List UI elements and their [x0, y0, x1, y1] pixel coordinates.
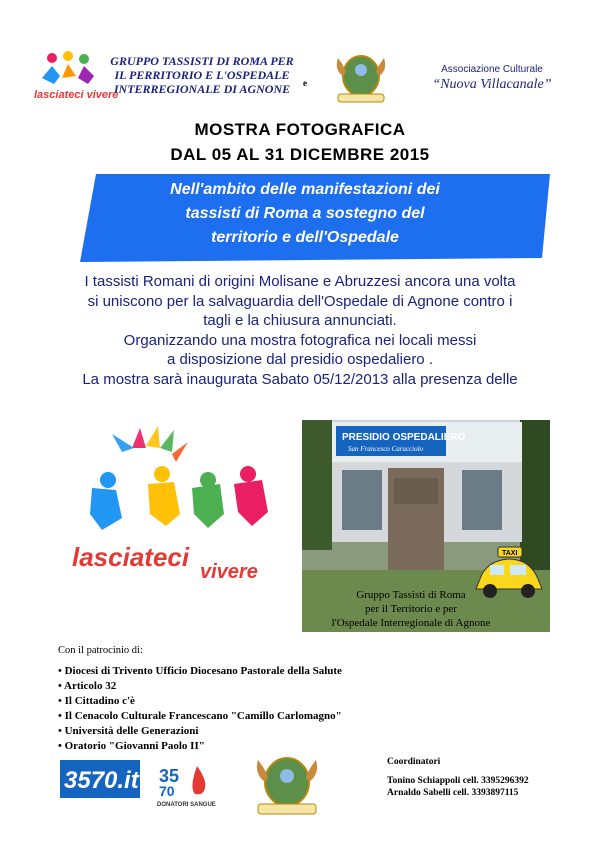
photo-sign-subtitle: San Francesco Caracciolo [348, 445, 424, 453]
body-line: tagli e la chiusura annunciati. [203, 312, 397, 329]
coordinator-line: Tonino Schiappoli cell. 3395296392 [387, 775, 529, 786]
banner-text [110, 178, 500, 250]
logo2-caption: DONATORI SANGUE [157, 802, 216, 808]
patronage-item: • Diocesi di Trivento Ufficio Diocesano Pastorale della Salute [58, 664, 342, 679]
patronage-title: Con il patrocinio di: [58, 645, 143, 656]
association-crest-footer-icon [248, 752, 326, 816]
body-paragraph [30, 272, 570, 389]
patronage-item: • Il Cittadino c'è [58, 694, 342, 709]
association-label: Associazione Culturale [441, 64, 543, 75]
exhibition-title: MOSTRA FOTOGRAFICA [194, 120, 406, 139]
patronage-item: • Oratorio "Giovanni Paolo II" [58, 739, 342, 754]
photo-caption [320, 588, 502, 630]
photo-sign-title: PRESIDIO OSPEDALIERO [342, 432, 466, 443]
coordinators [387, 756, 529, 800]
big-logo-word2: vivere [200, 561, 258, 583]
body-line: si uniscono per la salvaguardia dell'Ospedale di Agnone contro i [87, 292, 513, 310]
lasciateci-vivere-small-logo-icon [32, 48, 119, 104]
svg-text:70: 70 [159, 783, 175, 799]
body-line: I tassisti Romani di origini Molisane e Abruzzesi ancora una volta [84, 273, 516, 290]
caption-line: per il Territorio e per [365, 603, 457, 615]
3570-logo-icon [60, 760, 140, 798]
logo1-text: 3570.it [64, 767, 139, 794]
banner-line: tassisti di Roma a sostegno del [185, 205, 425, 222]
taxi-label: TAXI [502, 550, 518, 557]
org-line: INTERREGIONALE DI AGNONE [113, 82, 291, 96]
patronage-item: • Università delle Generazioni [58, 724, 342, 739]
patronage-item: • Articolo 32 [58, 679, 342, 694]
organization-title [108, 54, 296, 96]
association-name: “Nuova Villacanale” [432, 77, 552, 92]
body-line: a disposizione dal presidio ospedaliero . [166, 351, 433, 368]
svg-text:35: 35 [159, 766, 180, 786]
banner-line: Nell'ambito delle manifestazioni dei [170, 181, 440, 198]
banner-line: territorio e dell'Ospedale [211, 229, 399, 246]
big-logo-word1: lasciateci [72, 542, 190, 572]
patronage-item: • Il Cenacolo Culturale Francescano "Camillo Carlomagno" [58, 709, 342, 724]
association-block [412, 64, 572, 93]
body-line: La mostra sarà inaugurata Sabato 05/12/2013 alla presenza delle [82, 370, 518, 388]
org-line: IL PERRITORIO E L'OSPEDALE [114, 68, 290, 82]
small-logo-text: lasciateci vivere [34, 89, 119, 101]
coordinator-line: Arnaldo Sabelli cell. 3393897115 [387, 788, 519, 798]
patronage-list [58, 664, 342, 754]
coordinators-title: Coordinatori [387, 757, 441, 767]
exhibition-dates: DAL 05 AL 31 DICEMBRE 2015 [170, 145, 430, 164]
conjunction: e [303, 78, 307, 88]
association-crest-icon [330, 50, 392, 105]
caption-line: Gruppo Tassisti di Roma [356, 589, 466, 601]
3570-donatori-logo-icon [157, 760, 216, 808]
lasciateci-vivere-logo-icon [62, 418, 282, 594]
body-line: Organizzando una mostra fotografica nei locali messi [123, 331, 477, 349]
caption-line: l'Ospedale Interregionale di Agnone [331, 617, 491, 629]
org-line: GRUPPO TASSISTI DI ROMA PER [110, 54, 294, 68]
